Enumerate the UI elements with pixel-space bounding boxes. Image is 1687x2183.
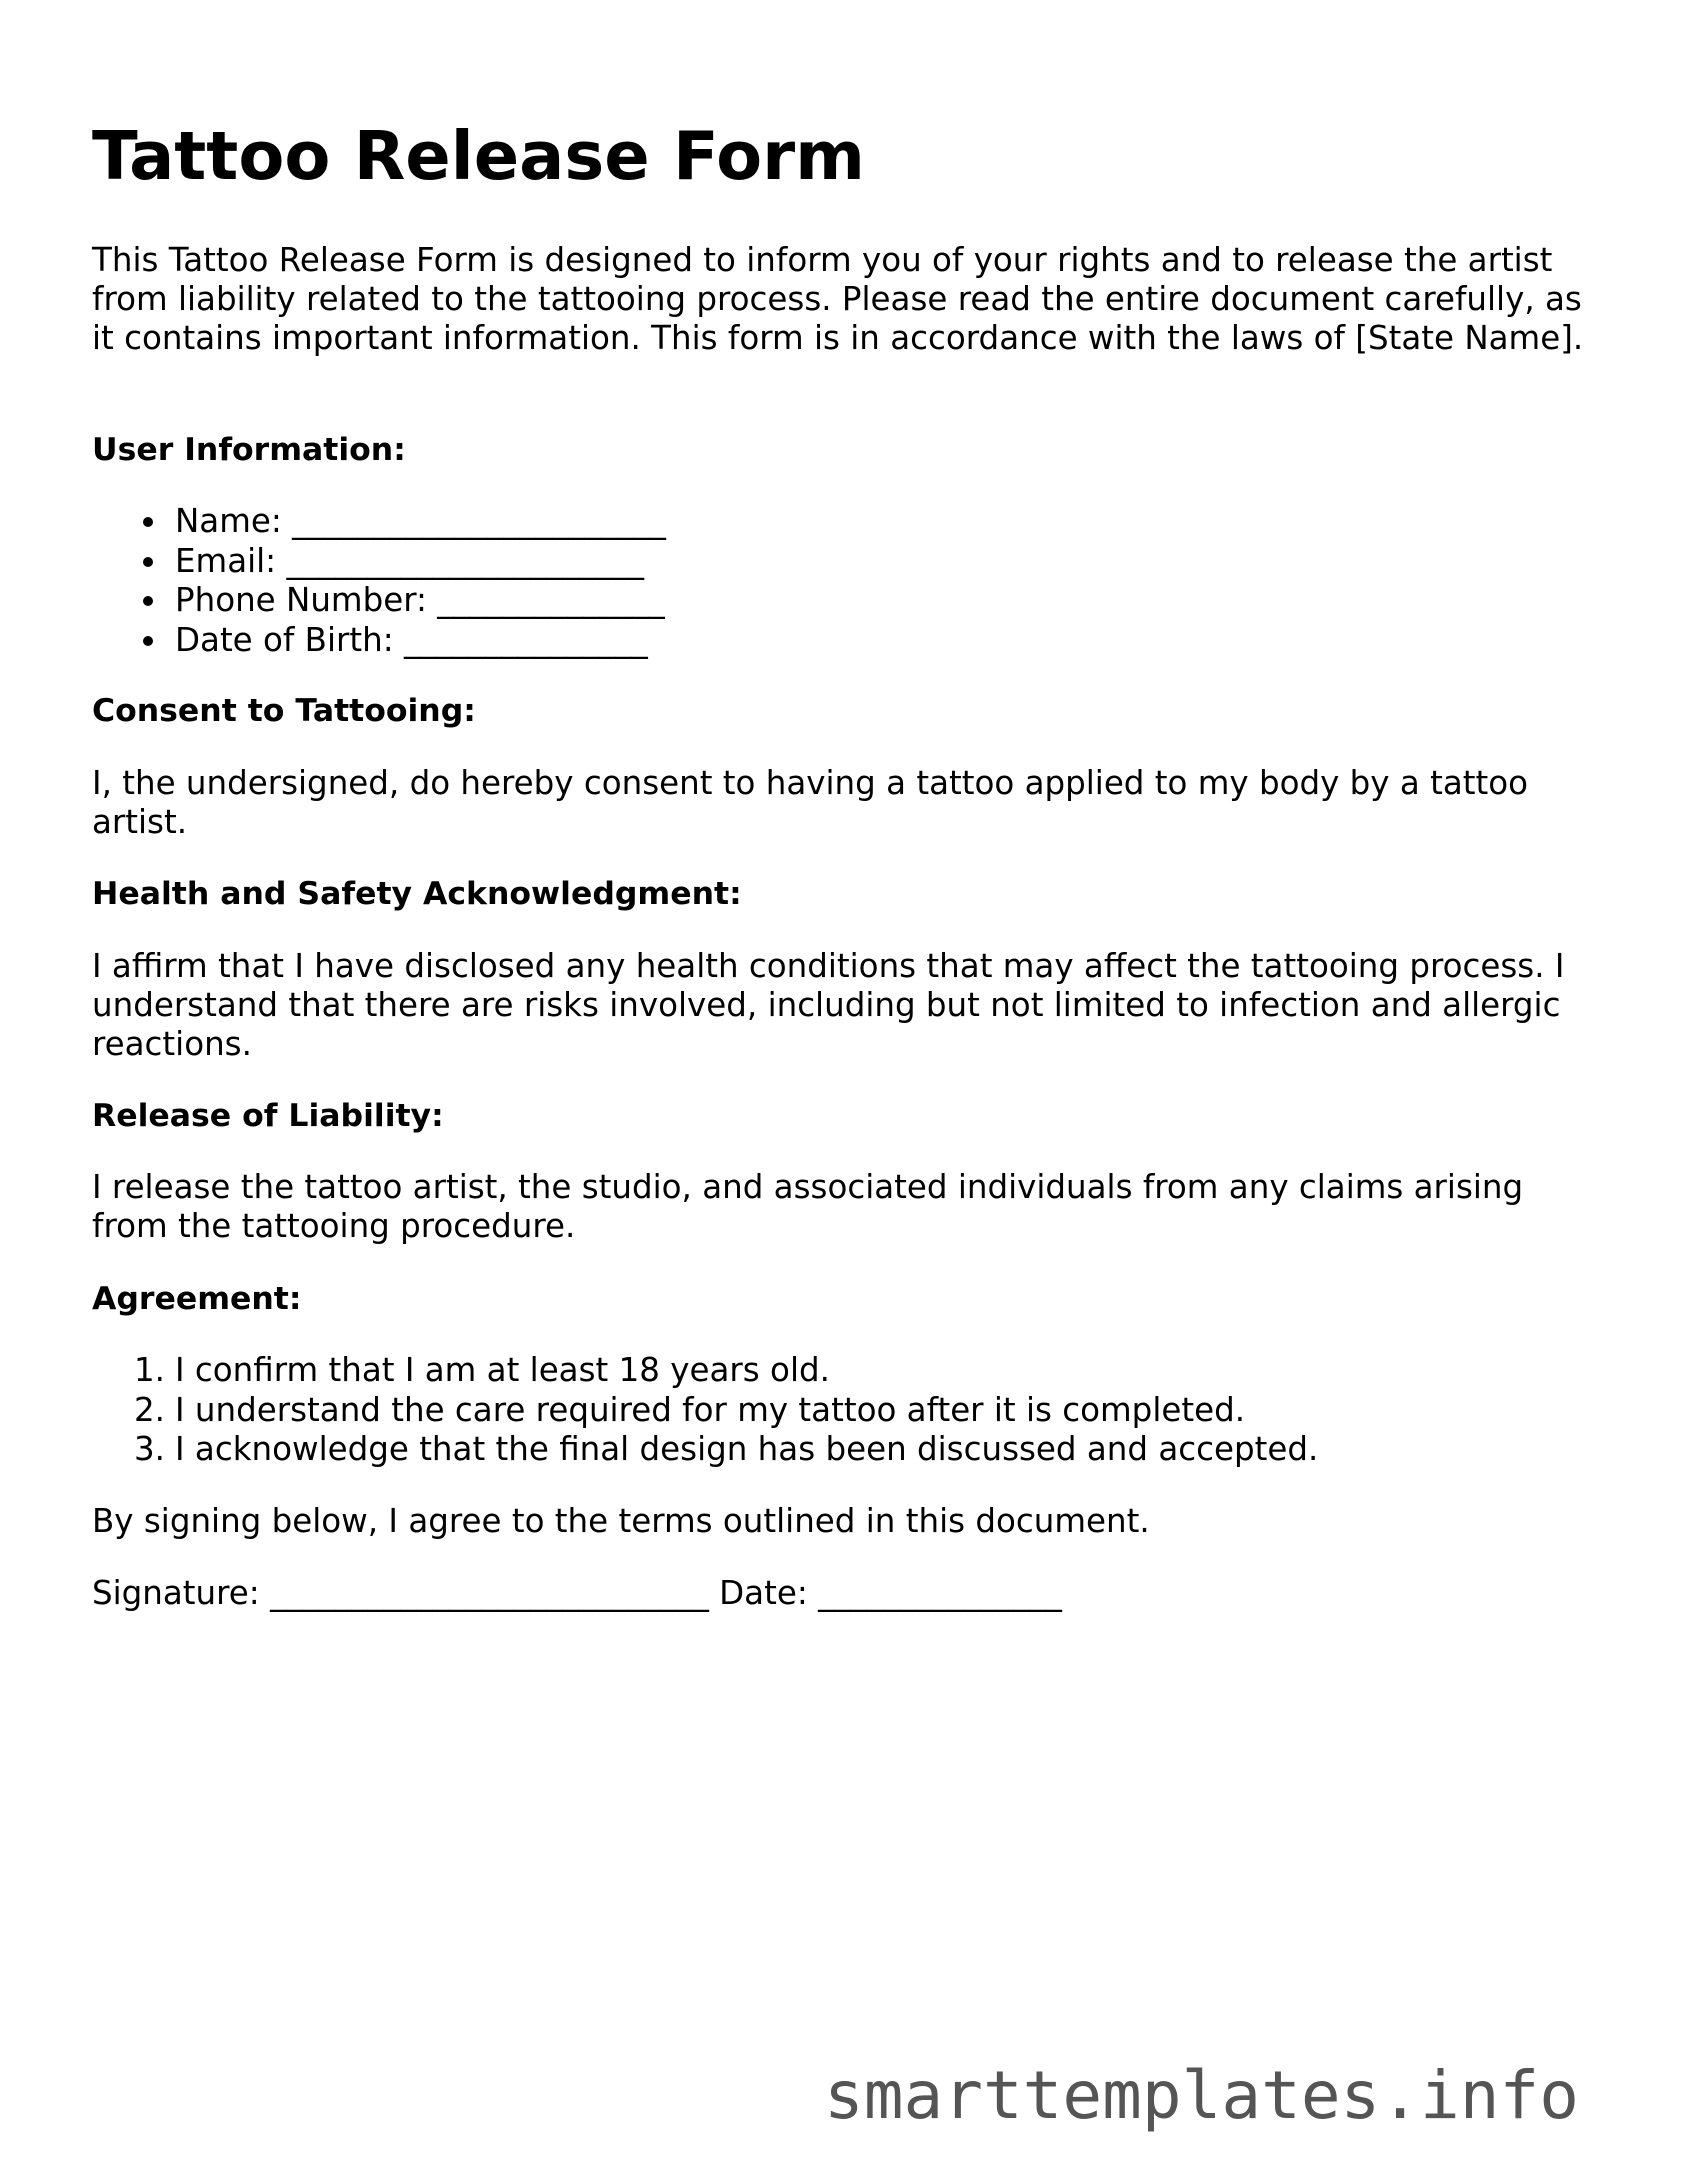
bullet-icon [143, 557, 153, 567]
watermark: smarttemplates.info [824, 2057, 1579, 2134]
list-item [92, 581, 666, 621]
email-field-label: Email: ______________________ [175, 541, 644, 580]
health-paragraph: I affirm that I have disclosed any health conditions that may affect the tattooing process. I understand that there are risks involved, including but not limited to infection and allergic reactions. [92, 947, 1565, 1063]
agreement-item-text: I understand the care required for my tattoo after it is completed. [175, 1390, 1246, 1429]
item-number: 3. [134, 1430, 166, 1468]
list-item [92, 1391, 1318, 1431]
list-item [92, 1351, 1318, 1391]
list-item [92, 621, 666, 661]
list-item [92, 542, 666, 582]
closing-statement: By signing below, I agree to the terms outlined in this document. [92, 1502, 1150, 1540]
item-number: 1. [134, 1351, 166, 1389]
list-item [92, 502, 666, 542]
name-field-label: Name: _______________________ [175, 502, 666, 540]
health-heading: Health and Safety Acknowledgment: [92, 876, 742, 912]
intro-paragraph: This Tattoo Release Form is designed to inform you of your rights and to release the artist from liability related to the tattooing process. Please read the entire document carefully, as it contains important information. This form is in accordance with the laws of [State Name]. [92, 241, 1584, 357]
agreement-heading: Agreement: [92, 1281, 302, 1317]
list-item [92, 1430, 1318, 1470]
bullet-icon [143, 517, 153, 527]
release-heading: Release of Liability: [92, 1098, 444, 1134]
agreement-item-text: I acknowledge that the final design has been discussed and accepted. [175, 1430, 1319, 1468]
user-information-heading: User Information: [92, 432, 406, 468]
page-title: Tattoo Release Form [92, 117, 865, 195]
agreement-list [92, 1351, 1318, 1470]
agreement-item-text: I confirm that I am at least 18 years old. [175, 1351, 830, 1389]
consent-heading: Consent to Tattooing: [92, 693, 476, 729]
bullet-icon [143, 596, 153, 606]
consent-paragraph: I, the undersigned, do hereby consent to having a tattoo applied to my body by a tattoo artist. [92, 764, 1529, 841]
dob-field-label: Date of Birth: _______________ [175, 620, 648, 659]
phone-field-label: Phone Number: ______________ [175, 581, 665, 619]
item-number: 2. [134, 1390, 166, 1429]
bullet-icon [143, 636, 153, 646]
release-paragraph: I release the tattoo artist, the studio, and associated individuals from any claims arising from the tattooing procedure. [92, 1168, 1524, 1245]
user-information-list [92, 502, 666, 660]
signature-line: Signature: ___________________________ Date: _______________ [92, 1574, 1062, 1612]
